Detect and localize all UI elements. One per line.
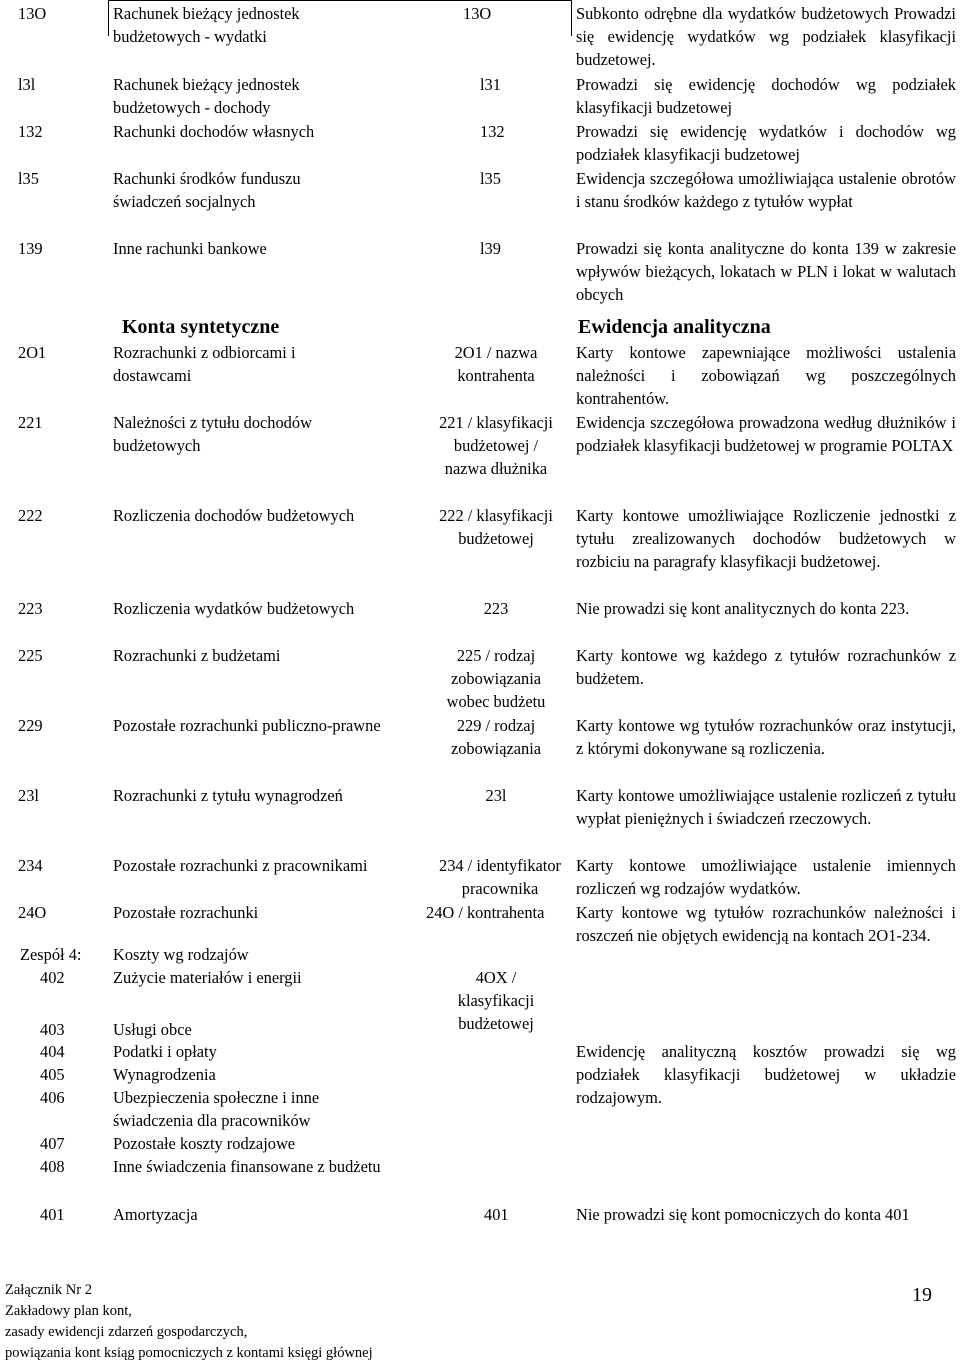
analytic-description: Ewidencję analityczną kosztów prowadzi się wg podziałek klasyfikacji budżetowej w układzie rodzajowym. [576,1042,956,1107]
account-number: 132 [18,122,43,141]
analytic-description: Karty kontowe wg każdego z tytułów rozrachunków z budżetem. [576,646,956,688]
account-name: Koszty wg rodzajów [113,945,249,964]
account-name: Zużycie materiałów i energii [113,968,302,987]
footer-line: powiązania kont ksiąg pomocniczych z kontami księgi głównej [5,1345,373,1361]
account-name: Inne świadczenia finansowane z budżetu [113,1157,381,1176]
analytic-key: 222 / klasyfikacji budżetowej [439,506,553,548]
analytic-description: Karty kontowe wg tytułów rozrachunków należności i roszczeń nie objętych ewidencją na kontach 2O1-234. [576,903,956,945]
table-border [571,0,572,36]
account-number: 407 [40,1134,65,1153]
analytic-key: 401 [484,1205,509,1224]
account-name: Pozostałe rozrachunki z pracownikami [113,856,368,875]
analytic-key: 23l [485,786,507,805]
account-name: Rachunki dochodów własnych [113,122,315,141]
account-name: Rozrachunki z tytułu wynagrodzeń [113,786,343,805]
footer-line: Zakładowy plan kont, [5,1303,132,1319]
analytic-description: Prowadzi się ewidencję wydatków i dochodów wg podziałek klasyfikacji budzetowej [576,122,956,164]
account-name: Inne rachunki bankowe [113,239,267,258]
account-number: 222 [18,506,43,525]
analytic-key: 4OX / klasyfikacji budżetowej [457,968,535,1033]
analytic-description: Karty kontowe umożliwiające ustalenie rozliczeń z tytułu wypłat pieniężnych i świadczeń rzeczowych. [576,786,956,828]
account-name: Usługi obce [113,1020,192,1039]
account-name: Pozostałe rozrachunki [113,903,259,922]
analytic-description: Karty kontowe wg tytułów rozrachunków oraz instytucji, z którymi dokonywane są rozliczenia. [576,716,956,758]
analytic-description: Ewidencja szczegółowa prowadzona według dłużników i podziałek klasyfikacji budżetowej w programie POLTAX [576,413,956,455]
account-name: Rachunek bieżący jednostek budżetowych - dochody [113,75,300,117]
analytic-key: 234 / identyfikator pracownika [439,856,561,898]
account-name: Ubezpieczenia społeczne i inne świadczenia dla pracowników [113,1088,320,1130]
analytic-number: 13O [463,4,492,23]
account-number: l35 [18,169,39,188]
analytic-key: 229 / rodzaj zobowiązania [450,716,542,758]
account-name: Podatki i opłaty [113,1042,217,1061]
account-name: Rozrachunki z odbiorcami i dostawcami [113,343,296,385]
account-name: Pozostałe koszty rodzajowe [113,1134,296,1153]
account-number: 405 [40,1065,65,1084]
analytic-key: 2O1 / nazwa kontrahenta [454,343,538,385]
account-number: 402 [40,968,65,987]
analytic-description: Nie prowadzi się kont analitycznych do konta 223. [576,599,910,618]
analytic-description: Karty kontowe zapewniające możliwości ustalenia należności i zobowiązań wg poszczególnych kontrahentów. [576,343,956,408]
analytic-key: 225 / rodzaj zobowiązania wobec budżetu [446,646,546,711]
table-border [108,0,571,1]
account-number: 221 [18,413,43,432]
account-number: 403 [40,1020,65,1039]
analytic-number: l31 [480,75,501,94]
account-name: Amortyzacja [113,1205,198,1224]
account-number: 24O [18,903,47,922]
analytic-description: Nie prowadzi się kont pomocniczych do konta 401 [576,1205,910,1224]
analytic-key: 223 [483,599,509,618]
account-number: 404 [40,1042,65,1061]
account-number: 406 [40,1088,65,1107]
analytic-description: Karty kontowe umożliwiające ustalenie imiennych rozliczeń wg rodzajów wydatków. [576,856,956,898]
section-heading-synthetic: Konta syntetyczne [122,316,280,338]
account-name: Rachunki środków funduszu świadczeń socjalnych [113,169,301,211]
analytic-description: Ewidencja szczegółowa umożliwiająca ustalenie obrotów i stanu środków każdego z tytułów wypłat [576,169,956,211]
analytic-description: Prowadzi się ewidencję dochodów wg podziałek klasyfikacji budzetowej [576,75,956,117]
analytic-number: l35 [480,169,501,188]
account-number: 401 [40,1205,65,1224]
account-number: 23l [18,786,39,805]
account-name: Rozrachunki z budżetami [113,646,281,665]
account-number: 234 [18,856,43,875]
account-name: Należności z tytułu dochodów budżetowych [113,413,312,455]
account-name: Rozliczenia dochodów budżetowych [113,506,355,525]
analytic-description: Subkonto odrębne dla wydatków budżetowych Prowadzi się ewidencję wydatków wg podziałek klasyfikacji budzetowej. [576,4,956,69]
section-heading-analytic: Ewidencja analityczna [578,316,771,338]
analytic-description: Prowadzi się konta analityczne do konta 139 w zakresie wpływów bieżących, lokatach w PLN i lokat w walutach obcych [576,239,956,304]
account-number: 223 [18,599,43,618]
account-number: 229 [18,716,43,735]
table-border [108,0,109,36]
analytic-key: 24O / kontrahenta [426,903,545,922]
analytic-number: 132 [480,122,505,141]
account-name: Rozliczenia wydatków budżetowych [113,599,355,618]
account-number: 225 [18,646,43,665]
account-number: 2O1 [18,343,47,362]
account-name: Wynagrodzenia [113,1065,216,1084]
account-name: Pozostałe rozrachunki publiczno-prawne [113,716,381,735]
footer-line: zasady ewidencji zdarzeń gospodarczych, [5,1324,248,1340]
account-number: 139 [18,239,43,258]
account-number: l3l [18,75,36,94]
account-number: 13O [18,4,47,23]
group-label: Zespół 4: [20,945,82,964]
analytic-description: Karty kontowe umożliwiające Rozliczenie jednostki z tytułu zrealizowanych dochodów budżetowych w rozbiciu na paragrafy klasyfikacji budżetowej. [576,506,956,571]
analytic-key: 221 / klasyfikacji budżetowej / nazwa dłużnika [439,413,553,478]
account-number: 408 [40,1157,65,1176]
account-name: Rachunek bieżący jednostek budżetowych - wydatki [113,4,300,46]
analytic-number: l39 [480,239,501,258]
page-number: 19 [912,1284,932,1306]
footer-line: Załącznik Nr 2 [5,1282,92,1298]
